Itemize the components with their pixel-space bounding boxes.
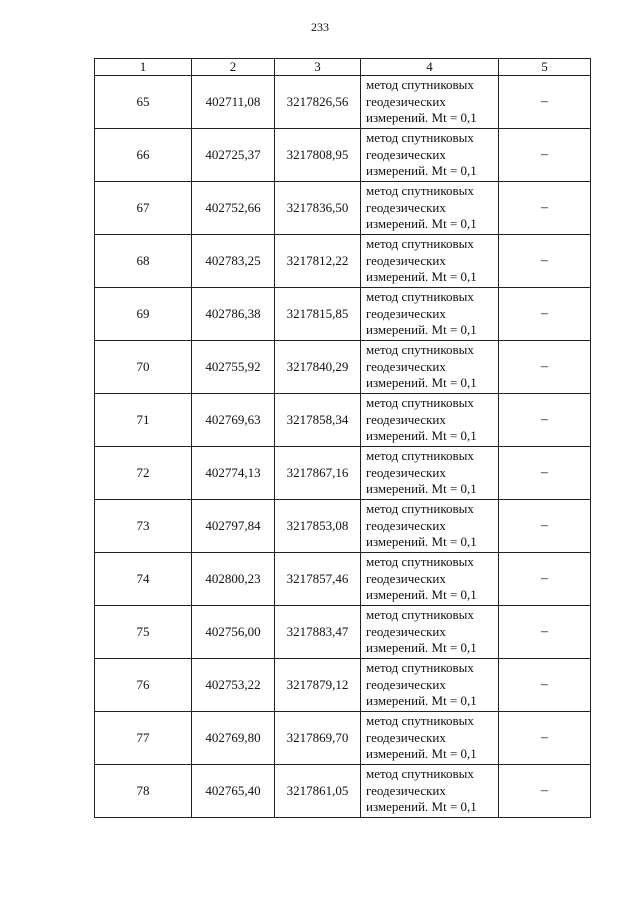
table-row bbox=[95, 76, 591, 129]
method-line: измерений. Mt = 0,1 bbox=[366, 640, 477, 656]
method-cell bbox=[361, 235, 499, 288]
coordinate-x: 402800,23 bbox=[192, 553, 275, 606]
note-cell: – bbox=[499, 606, 591, 659]
method-line: измерений. Mt = 0,1 bbox=[366, 693, 477, 709]
note-cell: – bbox=[499, 182, 591, 235]
table-row bbox=[95, 500, 591, 553]
table-row bbox=[95, 447, 591, 500]
coordinate-y: 3217879,12 bbox=[275, 659, 361, 712]
coordinate-y: 3217869,70 bbox=[275, 712, 361, 765]
method-line: измерений. Mt = 0,1 bbox=[366, 428, 477, 444]
table-row bbox=[95, 235, 591, 288]
method-cell bbox=[361, 659, 499, 712]
method-line: метод спутниковых bbox=[366, 77, 474, 93]
method-line: метод спутниковых bbox=[366, 501, 474, 517]
method-line: геодезических bbox=[366, 146, 446, 162]
coordinate-x: 402786,38 bbox=[192, 288, 275, 341]
method-cell bbox=[361, 765, 499, 818]
method-line: метод спутниковых bbox=[366, 448, 474, 464]
method-line: метод спутниковых bbox=[366, 289, 474, 305]
point-number: 77 bbox=[95, 712, 192, 765]
table-row bbox=[95, 712, 591, 765]
note-cell: – bbox=[499, 447, 591, 500]
coordinate-y: 3217812,22 bbox=[275, 235, 361, 288]
method-line: метод спутниковых bbox=[366, 766, 474, 782]
method-cell bbox=[361, 76, 499, 129]
coordinate-y: 3217808,95 bbox=[275, 129, 361, 182]
header-col-5: 5 bbox=[499, 59, 591, 76]
method-line: геодезических bbox=[366, 464, 446, 480]
method-line: метод спутниковых bbox=[366, 130, 474, 146]
note-cell: – bbox=[499, 553, 591, 606]
point-number: 76 bbox=[95, 659, 192, 712]
method-line: измерений. Mt = 0,1 bbox=[366, 481, 477, 497]
coordinate-x: 402769,63 bbox=[192, 394, 275, 447]
coordinate-y: 3217861,05 bbox=[275, 765, 361, 818]
method-line: геодезических bbox=[366, 411, 446, 427]
method-line: измерений. Mt = 0,1 bbox=[366, 587, 477, 603]
table-row bbox=[95, 341, 591, 394]
method-line: геодезических bbox=[366, 517, 446, 533]
method-line: метод спутниковых bbox=[366, 342, 474, 358]
coordinate-x: 402769,80 bbox=[192, 712, 275, 765]
coordinate-x: 402774,13 bbox=[192, 447, 275, 500]
point-number: 72 bbox=[95, 447, 192, 500]
coordinate-y: 3217815,85 bbox=[275, 288, 361, 341]
coordinate-y: 3217857,46 bbox=[275, 553, 361, 606]
method-line: метод спутниковых bbox=[366, 236, 474, 252]
note-cell: – bbox=[499, 341, 591, 394]
method-cell bbox=[361, 288, 499, 341]
header-col-1: 1 bbox=[95, 59, 192, 76]
method-cell bbox=[361, 553, 499, 606]
page-number: 233 bbox=[311, 20, 329, 34]
method-cell bbox=[361, 500, 499, 553]
point-number: 68 bbox=[95, 235, 192, 288]
method-line: метод спутниковых bbox=[366, 660, 474, 676]
method-cell bbox=[361, 341, 499, 394]
note-cell: – bbox=[499, 712, 591, 765]
note-cell: – bbox=[499, 659, 591, 712]
table-row bbox=[95, 659, 591, 712]
point-number: 71 bbox=[95, 394, 192, 447]
coordinate-x: 402725,37 bbox=[192, 129, 275, 182]
point-number: 74 bbox=[95, 553, 192, 606]
table-row bbox=[95, 288, 591, 341]
point-number: 67 bbox=[95, 182, 192, 235]
method-line: геодезических bbox=[366, 729, 446, 745]
method-line: метод спутниковых bbox=[366, 607, 474, 623]
table-header bbox=[95, 59, 591, 76]
method-line: геодезических bbox=[366, 252, 446, 268]
method-line: измерений. Mt = 0,1 bbox=[366, 746, 477, 762]
coordinate-x: 402753,22 bbox=[192, 659, 275, 712]
coordinate-x: 402756,00 bbox=[192, 606, 275, 659]
coordinate-x: 402783,25 bbox=[192, 235, 275, 288]
coordinate-y: 3217883,47 bbox=[275, 606, 361, 659]
table-row bbox=[95, 765, 591, 818]
point-number: 78 bbox=[95, 765, 192, 818]
point-number: 69 bbox=[95, 288, 192, 341]
table-row bbox=[95, 394, 591, 447]
note-cell: – bbox=[499, 288, 591, 341]
method-line: измерений. Mt = 0,1 bbox=[366, 216, 477, 232]
method-line: измерений. Mt = 0,1 bbox=[366, 375, 477, 391]
note-cell: – bbox=[499, 765, 591, 818]
method-line: измерений. Mt = 0,1 bbox=[366, 322, 477, 338]
note-cell: – bbox=[499, 235, 591, 288]
note-cell: – bbox=[499, 129, 591, 182]
method-line: метод спутниковых bbox=[366, 554, 474, 570]
coordinate-x: 402755,92 bbox=[192, 341, 275, 394]
method-line: геодезических bbox=[366, 358, 446, 374]
method-line: геодезических bbox=[366, 676, 446, 692]
coordinate-y: 3217836,50 bbox=[275, 182, 361, 235]
method-line: геодезических bbox=[366, 199, 446, 215]
method-cell bbox=[361, 712, 499, 765]
method-cell bbox=[361, 394, 499, 447]
method-line: метод спутниковых bbox=[366, 183, 474, 199]
table-row bbox=[95, 129, 591, 182]
point-number: 65 bbox=[95, 76, 192, 129]
coordinate-x: 402765,40 bbox=[192, 765, 275, 818]
method-line: измерений. Mt = 0,1 bbox=[366, 799, 477, 815]
table-row bbox=[95, 606, 591, 659]
header-col-3: 3 bbox=[275, 59, 361, 76]
coordinate-y: 3217858,34 bbox=[275, 394, 361, 447]
method-line: геодезических bbox=[366, 782, 446, 798]
table-body bbox=[95, 76, 591, 818]
method-line: измерений. Mt = 0,1 bbox=[366, 163, 477, 179]
point-number: 66 bbox=[95, 129, 192, 182]
coordinate-x: 402797,84 bbox=[192, 500, 275, 553]
coordinate-y: 3217840,29 bbox=[275, 341, 361, 394]
table-row bbox=[95, 182, 591, 235]
method-cell bbox=[361, 129, 499, 182]
header-row bbox=[95, 59, 591, 76]
method-cell bbox=[361, 182, 499, 235]
coordinate-y: 3217853,08 bbox=[275, 500, 361, 553]
coordinate-y: 3217826,56 bbox=[275, 76, 361, 129]
method-cell bbox=[361, 447, 499, 500]
note-cell: – bbox=[499, 76, 591, 129]
note-cell: – bbox=[499, 394, 591, 447]
method-line: измерений. Mt = 0,1 bbox=[366, 110, 477, 126]
coordinate-y: 3217867,16 bbox=[275, 447, 361, 500]
method-line: геодезических bbox=[366, 623, 446, 639]
method-line: измерений. Mt = 0,1 bbox=[366, 534, 477, 550]
point-number: 70 bbox=[95, 341, 192, 394]
method-line: геодезических bbox=[366, 93, 446, 109]
table-row bbox=[95, 553, 591, 606]
method-line: метод спутниковых bbox=[366, 713, 474, 729]
method-line: измерений. Mt = 0,1 bbox=[366, 269, 477, 285]
header-col-4: 4 bbox=[361, 59, 499, 76]
point-number: 73 bbox=[95, 500, 192, 553]
coordinate-x: 402711,08 bbox=[192, 76, 275, 129]
point-number: 75 bbox=[95, 606, 192, 659]
coordinates-table bbox=[94, 58, 591, 818]
method-cell bbox=[361, 606, 499, 659]
method-line: метод спутниковых bbox=[366, 395, 474, 411]
header-col-2: 2 bbox=[192, 59, 275, 76]
coordinate-x: 402752,66 bbox=[192, 182, 275, 235]
method-line: геодезических bbox=[366, 305, 446, 321]
method-line: геодезических bbox=[366, 570, 446, 586]
note-cell: – bbox=[499, 500, 591, 553]
